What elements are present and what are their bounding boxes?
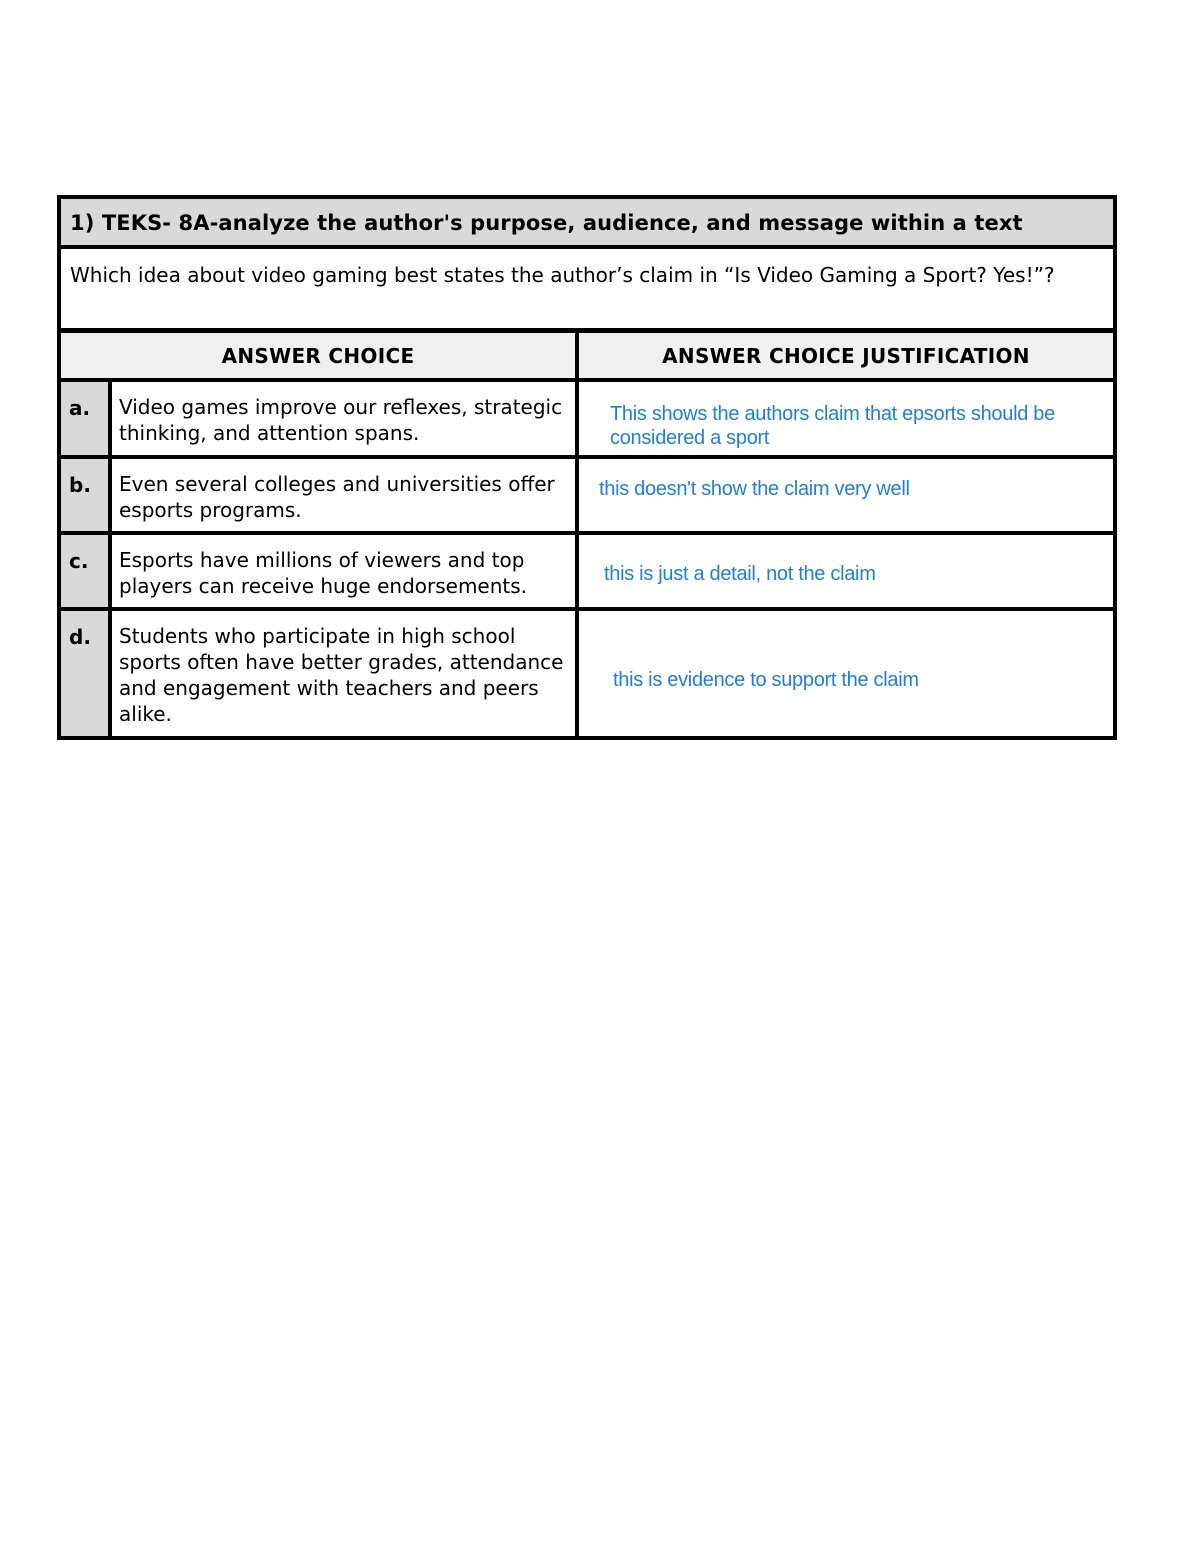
choice-text-d: Students who participate in high school sports often have better grades, attendance and engagement with teachers and peers alike.: [112, 611, 575, 736]
justification-text-b: this doesn't show the claim very well: [599, 478, 910, 500]
item-heading: 1) TEKS- 8A-analyze the author's purpose, audience, and message within a text: [61, 199, 1113, 245]
justification-text-c: this is just a detail, not the claim: [604, 563, 876, 585]
choice-letter-a: a.: [61, 382, 108, 455]
justification-text-a: This shows the authors claim that epsorts should be considered a sport: [610, 403, 1055, 449]
choice-text-a: Video games improve our reflexes, strategic thinking, and attention spans.: [112, 382, 575, 455]
question-table: [57, 195, 1117, 740]
choice-text-b: Even several colleges and universities offer esports programs.: [112, 459, 575, 531]
justification-cell-c[interactable]: [579, 535, 1113, 607]
choice-text-c: Esports have millions of viewers and top players can receive huge endorsements.: [112, 535, 575, 607]
choice-letter-c: c.: [61, 535, 108, 607]
justification-text-d: this is evidence to support the claim: [613, 669, 919, 691]
choice-letter-b: b.: [61, 459, 108, 531]
justification-cell-a[interactable]: [579, 382, 1113, 455]
justification-cell-b[interactable]: [579, 459, 1113, 531]
answer-choice-header: ANSWER CHOICE: [61, 333, 575, 378]
justification-header: ANSWER CHOICE JUSTIFICATION: [579, 333, 1113, 378]
justification-cell-d[interactable]: [579, 611, 1113, 736]
choice-letter-d: d.: [61, 611, 108, 736]
question-prompt: Which idea about video gaming best states the author’s claim in “Is Video Gaming a Sport? Yes!”?: [61, 249, 1113, 328]
